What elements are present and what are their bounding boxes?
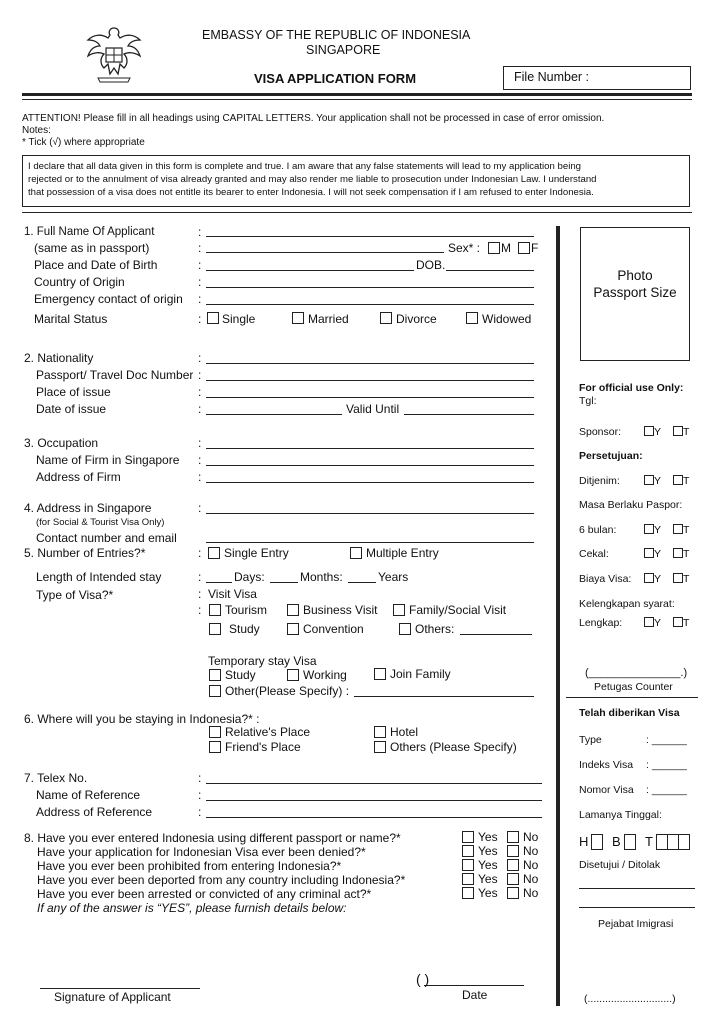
cekal-t-checkbox[interactable]	[673, 548, 683, 558]
declaration-line: rejected or to the annulment of visa already granted and may also render me liable to prosecution under Indonesian Law. I understand	[28, 174, 597, 185]
type-value[interactable]: : ______	[646, 734, 687, 746]
sex-m-checkbox[interactable]	[488, 242, 500, 254]
question-label: Have your application for Indonesian Visa ever been denied?*	[37, 845, 366, 859]
official-use-label: For official use Only:	[579, 382, 684, 394]
h-digit-box[interactable]	[591, 834, 603, 850]
approval-line[interactable]	[579, 888, 695, 889]
temporary-visa-label: Temporary stay Visa	[208, 654, 317, 668]
colon: :	[198, 587, 202, 601]
relative-place-checkbox[interactable]	[209, 726, 221, 738]
colon: :	[198, 368, 202, 382]
colon: :	[198, 258, 202, 272]
marital-single-checkbox[interactable]	[207, 312, 219, 324]
no-label: No	[523, 830, 539, 844]
petugas-signature[interactable]: (_______________.)	[585, 667, 688, 679]
visit-option-label: Convention	[303, 622, 364, 636]
temp-option-label: Working	[303, 668, 347, 682]
marital-married-checkbox[interactable]	[292, 312, 304, 324]
header-rule	[22, 93, 692, 96]
pejabat-signature[interactable]: (.............................)	[584, 993, 676, 1005]
place-issue-label: Place of issue	[36, 385, 111, 399]
question-label: Have you ever been deported from any country including Indonesia?*	[37, 873, 406, 887]
colon: :	[198, 501, 202, 515]
petugas-label: Petugas Counter	[594, 681, 673, 693]
no-checkbox[interactable]	[507, 873, 519, 885]
stay-option-label: Others (Please Specify)	[390, 740, 517, 754]
nationality-input[interactable]	[206, 363, 534, 364]
date-paren: ( )	[416, 971, 430, 987]
sex-f-checkbox[interactable]	[518, 242, 530, 254]
ref-address-input[interactable]	[206, 817, 542, 818]
biaya-visa-label: Biaya Visa:	[579, 573, 632, 585]
indeks-visa-label: Indeks Visa	[579, 759, 634, 771]
no-checkbox[interactable]	[507, 887, 519, 899]
colon: :	[198, 402, 202, 416]
no-label: No	[523, 872, 539, 886]
attention-text: ATTENTION! Please fill in all headings using CAPITAL LETTERS. Your application shall not be processed in case of error omission.	[22, 113, 605, 124]
t-label: T	[683, 524, 690, 536]
colon: :	[198, 453, 202, 467]
marital-option-label: Single	[222, 312, 256, 326]
tourism-checkbox[interactable]	[209, 604, 221, 616]
y-label: Y	[654, 475, 662, 487]
tick-note: * Tick (√) where appropriate	[22, 137, 145, 148]
visit-option-label: Business Visit	[303, 603, 378, 617]
approval-line[interactable]	[579, 907, 695, 908]
y-label: Y	[654, 524, 662, 536]
yes-label: Yes	[478, 886, 498, 900]
pob-label: Place and Date of Birth	[34, 258, 158, 272]
pejabat-label: Pejabat Imigrasi	[598, 918, 674, 930]
temp-study-checkbox[interactable]	[209, 669, 221, 681]
embassy-title: EMBASSY OF THE REPUBLIC OF INDONESIA	[202, 28, 471, 42]
column-divider	[556, 226, 560, 1006]
address-note: (for Social & Tourist Visa Only)	[36, 517, 165, 528]
multiple-entry-label: Multiple Entry	[366, 546, 439, 560]
question-label: Have you ever been prohibited from entering Indonesia?*	[37, 859, 342, 873]
lengkap-label: Lengkap:	[579, 617, 623, 629]
visit-option-label: Tourism	[225, 603, 268, 617]
signature-line[interactable]	[40, 988, 200, 989]
others-input[interactable]	[460, 634, 532, 635]
study-checkbox[interactable]	[209, 623, 221, 635]
t-label: T	[683, 475, 690, 487]
stay-option-label: Friend's Place	[225, 740, 301, 754]
single-entry-checkbox[interactable]	[208, 547, 220, 559]
colon: :	[198, 805, 202, 819]
years-label: Years	[378, 570, 409, 584]
colon: :	[198, 225, 202, 239]
passport-number-input[interactable]	[206, 380, 534, 381]
marital-option-label: Married	[308, 312, 349, 326]
temp-join-family-checkbox[interactable]	[374, 668, 386, 680]
photo-label: Photo	[617, 268, 653, 283]
file-number-label: File Number :	[514, 70, 590, 84]
lengkap-t-checkbox[interactable]	[673, 617, 683, 627]
declaration-line: I declare that all data given in this form is complete and true. I am aware that any false statements will lead to my application being	[28, 161, 581, 172]
lengkap-y-checkbox[interactable]	[644, 617, 654, 627]
same-passport-label: (same as in passport)	[34, 241, 150, 255]
nationality-label: 2. Nationality	[24, 351, 94, 365]
place-issue-input[interactable]	[206, 397, 534, 398]
marital-option-label: Widowed	[482, 312, 532, 326]
marital-label: Marital Status	[34, 312, 108, 326]
yes-checkbox[interactable]	[462, 873, 474, 885]
firm-address-input[interactable]	[206, 482, 534, 483]
pob-input[interactable]	[206, 270, 414, 271]
visit-option-label: Study	[229, 622, 260, 636]
no-label: No	[523, 886, 539, 900]
years-input[interactable]	[348, 582, 376, 583]
days-input[interactable]	[206, 582, 232, 583]
firm-address-label: Address of Firm	[36, 470, 121, 484]
biaya-y-checkbox[interactable]	[644, 573, 654, 583]
embassy-city: SINGAPORE	[306, 43, 381, 57]
marital-divorce-checkbox[interactable]	[380, 312, 392, 324]
single-entry-label: Single Entry	[224, 546, 289, 560]
months-label: Months:	[300, 570, 343, 584]
colon: :	[198, 470, 202, 484]
visit-visa-label: Visit Visa	[208, 587, 257, 601]
firm-name-label: Name of Firm in Singapore	[36, 453, 180, 467]
firm-name-input[interactable]	[206, 465, 534, 466]
contact-input[interactable]	[206, 542, 534, 543]
origin-input[interactable]	[206, 287, 534, 288]
colon: :	[198, 546, 202, 560]
sponsor-t-checkbox[interactable]	[673, 426, 683, 436]
t-label: T	[683, 426, 690, 438]
lamanya-tinggal-label: Lamanya Tinggal:	[579, 809, 662, 821]
yes-label: Yes	[478, 872, 498, 886]
sex-m-label: M	[501, 241, 511, 255]
yes-label: Yes	[478, 858, 498, 872]
date-line[interactable]	[424, 985, 524, 986]
no-checkbox[interactable]	[507, 859, 519, 871]
others-specify-checkbox[interactable]	[374, 741, 386, 753]
ref-name-input[interactable]	[206, 800, 542, 801]
others-checkbox[interactable]	[399, 623, 411, 635]
date-label: Date	[462, 988, 488, 1002]
photo-box[interactable]	[580, 227, 690, 361]
origin-label: Country of Origin	[34, 275, 125, 289]
yes-checkbox[interactable]	[462, 845, 474, 857]
marital-option-label: Divorce	[396, 312, 437, 326]
staying-question: 6. Where will you be staying in Indonesia?* :	[24, 712, 260, 726]
temp-working-checkbox[interactable]	[287, 669, 299, 681]
no-checkbox[interactable]	[507, 845, 519, 857]
colon: :	[198, 436, 202, 450]
telex-input[interactable]	[206, 783, 542, 784]
passport-name-input[interactable]	[206, 252, 444, 253]
stay-option-label: Relative's Place	[225, 725, 310, 739]
ref-address-label: Address of Reference	[36, 805, 153, 819]
signature-label: Signature of Applicant	[54, 990, 171, 1004]
question-label: Have you ever been arrested or convicted of any criminal act?*	[37, 887, 372, 901]
emergency-label: Emergency contact of origin	[34, 292, 183, 306]
visit-option-label: Family/Social Visit	[409, 603, 507, 617]
enam-bulan-label: 6 bulan:	[579, 524, 617, 536]
other-specify-label: Other(Please Specify) :	[225, 684, 350, 698]
question-label: 8. Have you ever entered Indonesia using different passport or name?*	[24, 831, 401, 845]
sponsor-label: Sponsor:	[579, 426, 622, 438]
passport-number-label: Passport/ Travel Doc Number	[36, 368, 194, 382]
kelengkapan-label: Kelengkapan syarat:	[579, 598, 675, 610]
valid-until-input[interactable]	[404, 414, 534, 415]
emergency-input[interactable]	[206, 304, 534, 305]
full-name-label: 1. Full Name Of Applicant	[24, 226, 155, 238]
t-duration-label: T	[645, 834, 653, 849]
colon: :	[198, 292, 202, 306]
t-digit-box[interactable]	[678, 834, 690, 850]
yes-checkbox[interactable]	[462, 887, 474, 899]
temp-option-label: Join Family	[390, 667, 451, 681]
stay-option-label: Hotel	[390, 725, 419, 739]
colon: :	[198, 312, 202, 326]
other-specify-input[interactable]	[354, 696, 534, 697]
file-number-box[interactable]	[503, 66, 691, 90]
date-issue-input[interactable]	[206, 414, 342, 415]
entries-label: 5. Number of Entries?*	[24, 546, 146, 560]
colon: :	[198, 385, 202, 399]
indeks-value[interactable]: : ______	[646, 759, 687, 771]
ref-name-label: Name of Reference	[36, 788, 141, 802]
yes-label: Yes	[478, 830, 498, 844]
y-label: Y	[654, 426, 662, 438]
telex-label: 7. Telex No.	[24, 771, 88, 785]
valid-until-label: Valid Until	[346, 402, 400, 416]
no-label: No	[523, 858, 539, 872]
y-label: Y	[654, 617, 662, 629]
temp-other-checkbox[interactable]	[209, 685, 221, 697]
nomor-value[interactable]: : ______	[646, 784, 687, 796]
family-social-checkbox[interactable]	[393, 604, 405, 616]
colon: :	[198, 603, 202, 617]
b-digit-box[interactable]	[624, 834, 636, 850]
ditjenim-t-checkbox[interactable]	[673, 475, 683, 485]
date-issue-label: Date of issue	[36, 402, 107, 416]
full-name-input[interactable]	[206, 236, 534, 237]
occupation-input[interactable]	[206, 448, 534, 449]
no-label: No	[523, 844, 539, 858]
notes-label: Notes:	[22, 125, 51, 136]
friend-place-checkbox[interactable]	[209, 741, 221, 753]
ditjenim-label: Ditjenim:	[579, 475, 620, 487]
b-label: B	[612, 834, 621, 849]
yes-checkbox[interactable]	[462, 831, 474, 843]
sex-label: Sex* :	[448, 241, 481, 255]
t-label: T	[683, 573, 690, 585]
masa-berlaku-label: Masa Berlaku Paspor:	[579, 499, 683, 511]
yes-checkbox[interactable]	[462, 859, 474, 871]
colon: :	[198, 351, 202, 365]
y-label: Y	[654, 573, 662, 585]
biaya-t-checkbox[interactable]	[673, 573, 683, 583]
marital-widowed-checkbox[interactable]	[466, 312, 478, 324]
sex-f-label: F	[531, 241, 539, 255]
persetujuan-label: Persetujuan:	[579, 450, 643, 462]
dob-label: DOB.	[416, 258, 446, 272]
panel-rule	[566, 697, 698, 698]
business-visit-checkbox[interactable]	[287, 604, 299, 616]
multiple-entry-checkbox[interactable]	[350, 547, 362, 559]
colon: :	[198, 241, 202, 255]
convention-checkbox[interactable]	[287, 623, 299, 635]
enam-y-checkbox[interactable]	[644, 524, 654, 534]
section-rule	[22, 212, 692, 213]
hotel-checkbox[interactable]	[374, 726, 386, 738]
contact-label: Contact number and email	[36, 531, 177, 545]
disetujui-label: Disetujui / Ditolak	[579, 859, 661, 871]
nomor-visa-label: Nomor Visa	[579, 784, 634, 796]
visa-type-label: Type of Visa?*	[36, 588, 114, 602]
form-title: VISA APPLICATION FORM	[254, 71, 417, 86]
cekal-y-checkbox[interactable]	[644, 548, 654, 558]
visit-option-label: Others:	[415, 622, 455, 636]
details-note: If any of the answer is “YES”, please furnish details below:	[37, 901, 347, 915]
photo-size-label: Passport Size	[593, 285, 677, 300]
header-rule-thin	[22, 99, 692, 100]
y-label: Y	[654, 548, 662, 560]
address-sg-input[interactable]	[206, 513, 534, 514]
months-input[interactable]	[270, 582, 298, 583]
dob-input[interactable]	[446, 270, 534, 271]
no-checkbox[interactable]	[507, 831, 519, 843]
enam-t-checkbox[interactable]	[673, 524, 683, 534]
yes-label: Yes	[478, 844, 498, 858]
temp-option-label: Study	[225, 668, 256, 682]
t-label: T	[683, 617, 690, 629]
address-sg-label: 4. Address in Singapore	[24, 501, 152, 515]
colon: :	[198, 275, 202, 289]
colon: :	[198, 771, 202, 785]
telah-diberikan-label: Telah diberikan Visa	[579, 707, 680, 719]
colon: :	[198, 570, 202, 584]
type-label: Type	[579, 734, 602, 746]
length-stay-label: Length of Intended stay	[36, 570, 162, 584]
sponsor-y-checkbox[interactable]	[644, 426, 654, 436]
declaration-box	[22, 155, 690, 207]
colon: :	[198, 788, 202, 802]
t-label: T	[683, 548, 690, 560]
cekal-label: Cekal:	[579, 548, 609, 560]
ditjenim-y-checkbox[interactable]	[644, 475, 654, 485]
garuda-emblem	[84, 24, 144, 86]
occupation-label: 3. Occupation	[24, 436, 99, 450]
tgl-label: Tgl:	[579, 395, 597, 407]
declaration-line: that possession of a visa does not entitle its bearer to enter Indonesia. I will not seek compensation if I am refused to enter Indonesia.	[28, 187, 594, 198]
h-label: H	[579, 834, 589, 849]
days-label: Days:	[234, 570, 265, 584]
